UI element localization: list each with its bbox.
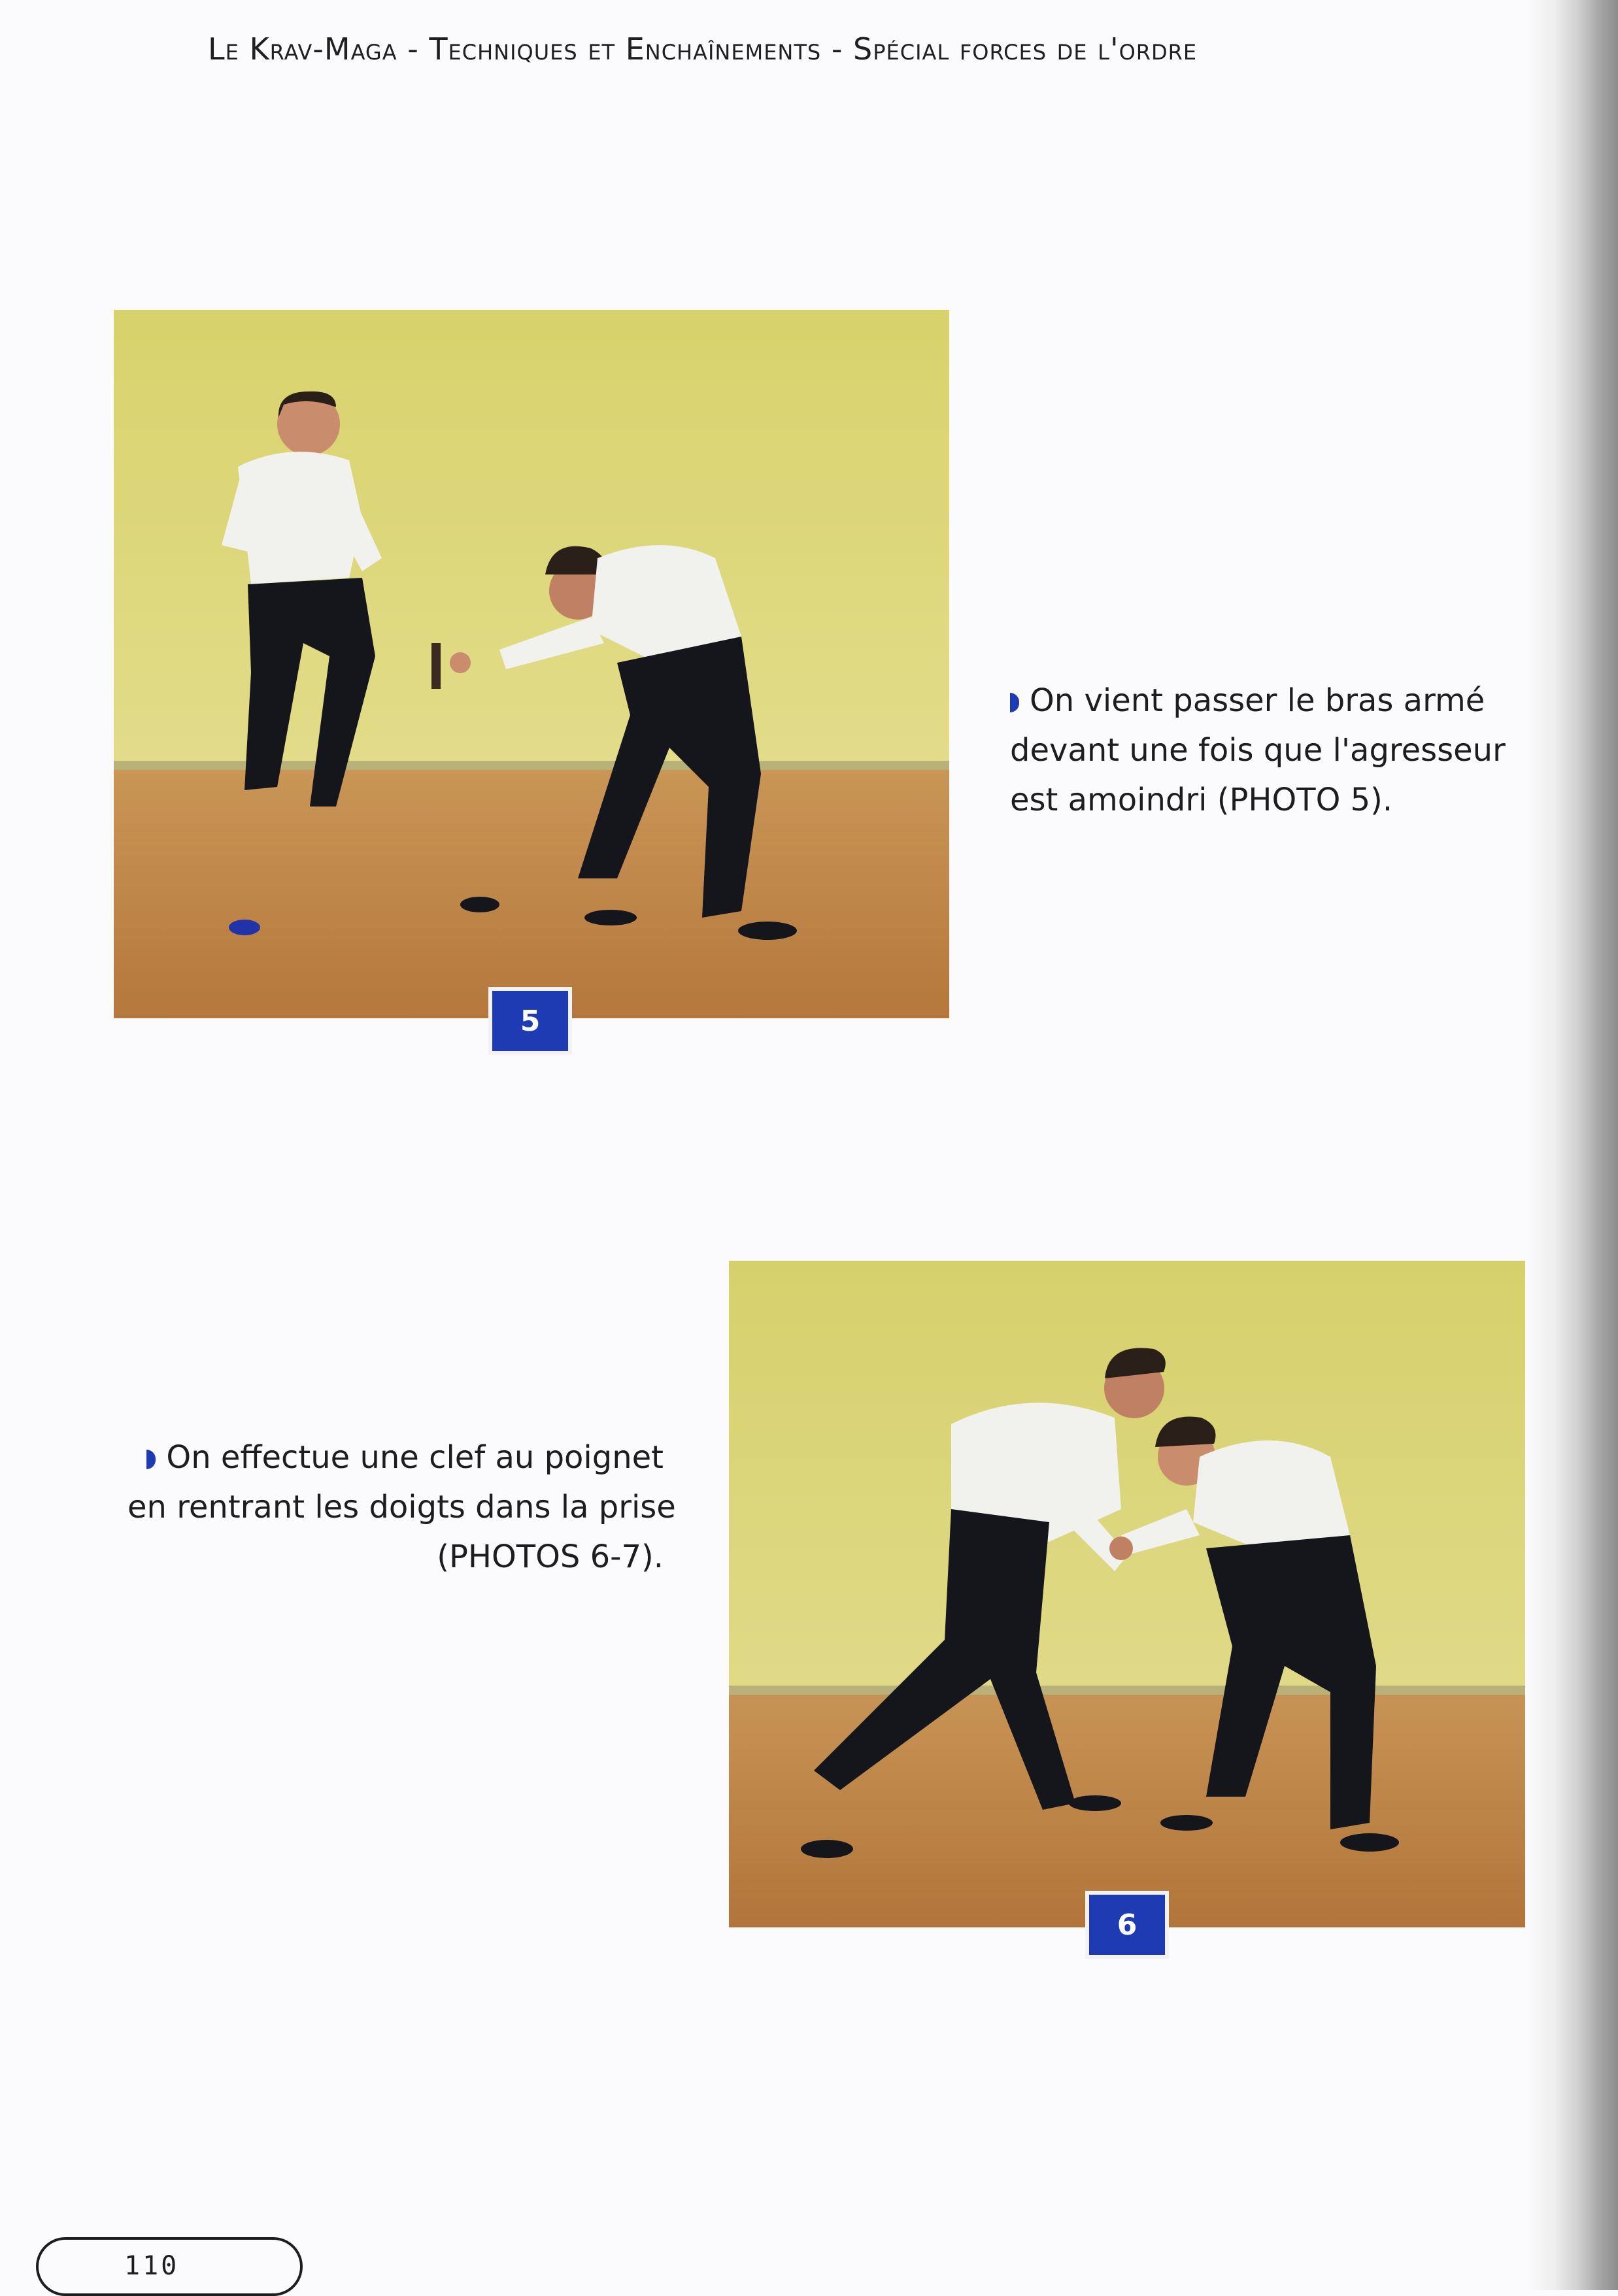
caption-line: devant une fois que l'agresseur [1010, 732, 1506, 769]
book-spine-shadow [1526, 0, 1618, 2290]
photo-6-illustration [729, 1261, 1525, 1927]
photo-6-number-badge: 6 [1085, 1891, 1169, 1959]
caption-photo-6 [127, 1433, 676, 1582]
caption-line: est amoindri (PHOTO 5). [1010, 782, 1393, 818]
page-number: 110 [124, 2251, 180, 2281]
caption-line-text: On vient passer le bras armé [1030, 682, 1485, 719]
photo-5-number-badge: 5 [488, 987, 572, 1055]
bullet-marker-icon [1010, 693, 1019, 712]
bullet-marker-icon [146, 1450, 156, 1469]
caption-line [127, 1433, 664, 1482]
caption-line: en rentrant les doigts dans la prise [127, 1489, 676, 1525]
caption-line [1010, 676, 1506, 725]
running-header: Le Krav-Maga - Techniques et Enchaînements - Spécial forces de l'ordre [208, 31, 1198, 67]
caption-photo-5 [1010, 676, 1506, 825]
caption-line: (PHOTOS 6-7). [437, 1539, 664, 1575]
caption-line-text: On effectue une clef au poignet [166, 1439, 664, 1476]
photo-5 [114, 310, 949, 1018]
photo-5-illustration [114, 310, 949, 1018]
photo-6 [729, 1261, 1525, 1927]
